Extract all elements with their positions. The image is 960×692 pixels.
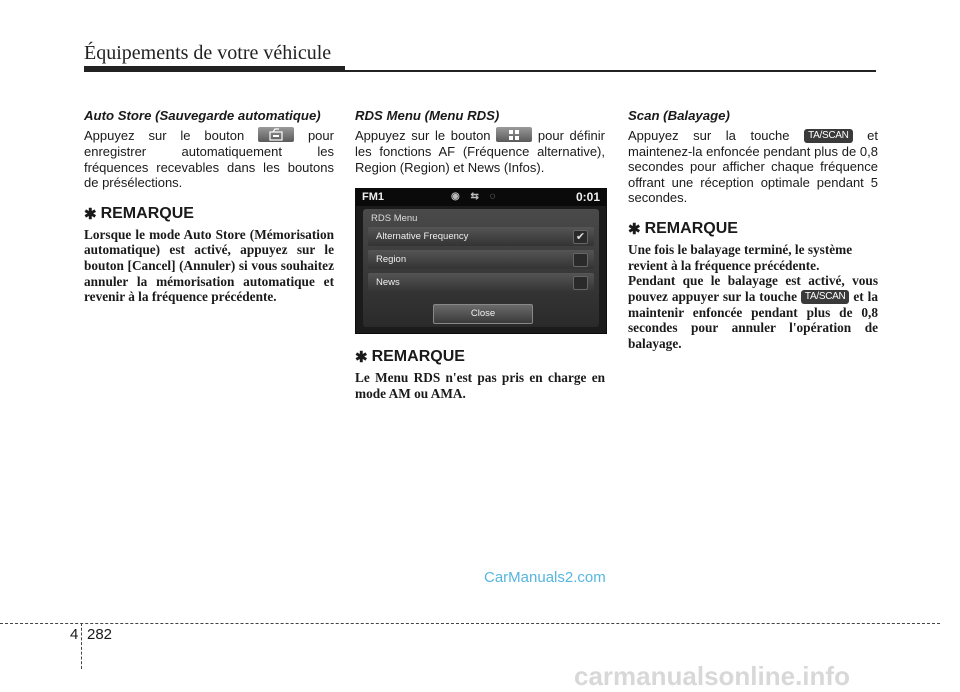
chapter-number: 4 [70,626,79,643]
rds-mode-label: FM1 [362,191,384,204]
checkbox-icon[interactable] [573,276,588,290]
rds-status-bar [356,189,606,206]
remark2-heading [355,348,605,366]
auto-store-title: Auto Store (Sauvegarde automatique) [84,108,321,123]
rds-close-button[interactable]: Close [433,304,533,324]
rds-item-region[interactable] [368,250,594,269]
checkbox-icon[interactable] [573,253,588,267]
page-header-title: Équipements de votre véhicule [84,42,332,64]
scan-title: Scan (Balayage) [628,108,730,123]
scan-text [628,128,878,206]
rds-time-label: 0:01 [575,190,600,205]
rds-menu-text-after: pour définir les fonctions AF (Fréquence alternative), Region (Region) et News (Infos). [355,128,605,175]
watermark-carmanuals2: CarManuals2.com [484,569,606,586]
auto-store-text-before: Appuyez sur le bouton [84,128,245,143]
rds-item-label: News [376,277,400,289]
remark2-heading-label: REMARQUE [371,348,465,366]
radio-memory-icon [258,127,294,142]
rds-item-alternative-frequency[interactable] [368,227,594,246]
rds-menu-text [355,128,605,175]
rds-menu-text-before: Appuyez sur le bouton [355,128,491,143]
remark3-text-2 [628,273,878,351]
rds-menu-panel-title: RDS Menu [371,213,418,225]
remark1-heading-label: REMARQUE [100,204,194,222]
column-auto-store [84,108,334,305]
rds-menu-title: RDS Menu (Menu RDS) [355,108,500,123]
column-scan [628,108,878,351]
header-rule [84,70,876,72]
watermark-carmanualsonline: carmanualsonline.info [574,661,850,691]
remark3-heading [628,220,878,238]
rds-item-news[interactable] [368,273,594,292]
remark-star-icon: ✱ [84,205,97,223]
page-number: 282 [87,626,113,643]
auto-store-text-after: pour enregistrer automatiquement les fréquences recevables dans les boutons de présélections. [84,128,334,191]
rds-menu-panel [363,209,599,327]
footer-rule [0,623,940,624]
remark1-text: Lorsque le mode Auto Store (Mémorisation automatique) est activé, appuyez sur le bouton [Cancel] (Annuler) si vous souhaitez annuler la mémorisation automatique et revenir à la fréquence précédente. [84,226,334,305]
rds-status-icons: ◉ ⇆ ◌ [451,191,500,203]
remark3-text-2-after: et la maintenir enfoncée pendant plus de 0,8 secondes pour annuler l'opération de balayage. [628,288,878,351]
checkbox-icon[interactable]: ✔ [573,230,588,244]
rds-menu-screenshot [355,188,607,334]
rds-item-label: Alternative Frequency [376,231,469,243]
ta-scan-key-badge: TA/SCAN [804,129,853,143]
remark-star-icon: ✱ [355,349,368,367]
rds-item-label: Region [376,254,407,266]
remark3-text-1: Une fois le balayage terminé, le système revient à la fréquence précédente. [628,241,853,273]
ta-scan-key-badge: TA/SCAN [801,290,850,304]
remark3-heading-label: REMARQUE [644,219,738,237]
remark-star-icon: ✱ [628,220,641,238]
column-rds-menu [355,108,605,401]
remark1-heading [84,205,334,223]
footer-divider [81,623,82,669]
scan-text-before: Appuyez sur la touche [628,128,790,143]
remark3-text-2-before: Pendant que le balayage est activé, vous pouvez appuyer sur la touche [628,273,878,304]
remark2-text: Le Menu RDS n'est pas pris en charge en mode AM ou AMA. [355,370,605,401]
menu-grid-icon [496,127,532,142]
scan-text-after: et maintenez-la enfoncée pendant plus de 0,8 secondes pour afficher chaque fréquence offrant une réception optimale pendant 5 secondes. [628,128,878,206]
auto-store-text [84,128,334,191]
